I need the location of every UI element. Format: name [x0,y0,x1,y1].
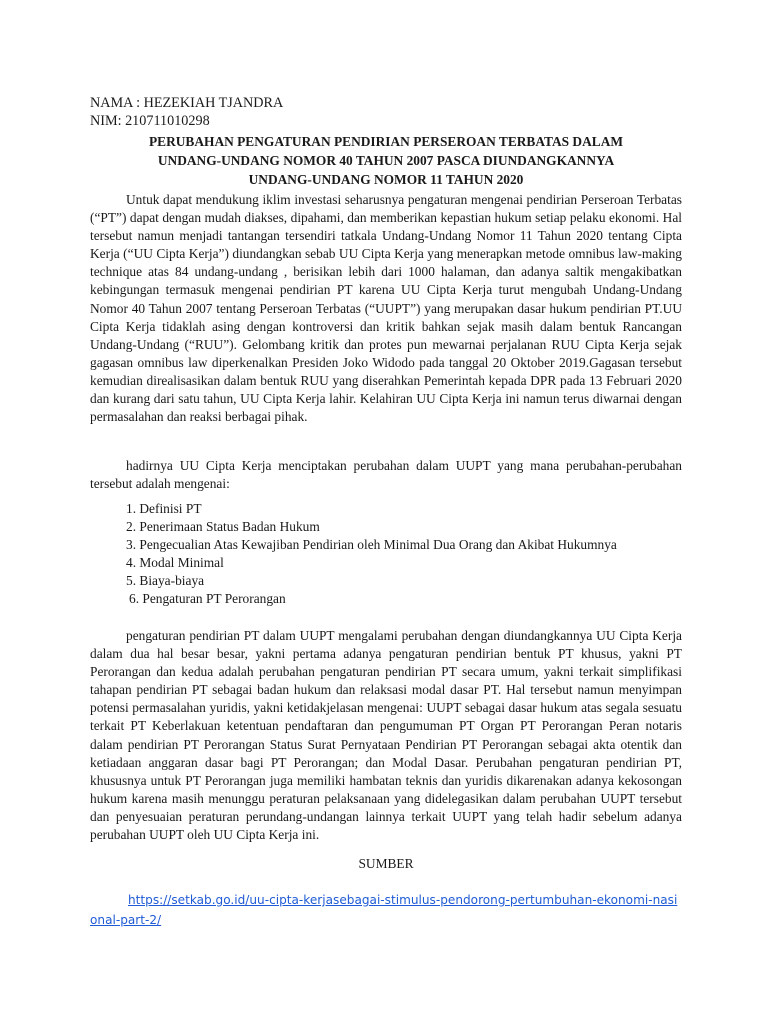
title-line-2: UNDANG-UNDANG NOMOR 40 TAHUN 2007 PASCA DIUNDANGKANNYA [157,153,615,168]
sources-heading: SUMBER [358,856,414,871]
document-title [90,132,682,189]
list-item: 3. Pengecualian Atas Kewajiban Pendirian oleh Minimal Dua Orang dan Akibat Hukumnya [126,537,617,553]
list-item: 1. Definisi PT [126,501,202,516]
paragraph-analysis: pengaturan pendirian PT dalam UUPT mengalami perubahan dengan diundangkannya UU Cipta Kerja dalam dua hal besar besar, yakni pertama adanya pengaturan pendirian bentuk PT khusus, yakni PT Perorangan dan kedua adalah perubahan pengaturan pendirian PT secara umum, yakni terkait simplifikasi tahapan pendirian PT sebagai badan hukum dan relaksasi modal dasar PT. Hal tersebut namun menyimpan potensi permasalahan yuridis, yakni ketidakjelasan mengenai: UUPT sebagai dasar hukum atas segala sesuatu terkait PT Keberlakuan ketentuan pendaftaran dan pengumuman PT Organ PT Perorangan Peran notaris dalam pendirian PT Perorangan Status Surat Pernyataan Pendirian PT Perorangan sebagai akta otentik dan ketiadaan anggaran dasar bagi PT Perorangan; dan Modal Dasar. Perubahan pengaturan pendirian PT, khususnya untuk PT Perorangan juga memiliki hambatan teknis dan yuridis dikarenakan adanya kekosongan hukum karena masih menunggu peraturan pelaksanaan yang didelegasikan dalam perubahan UUPT tersebut dan penyesuaian peraturan perundang-undangan lainnya terkait UUPT yang telah hadir sebelum adanya perubahan UUPT oleh UU Cipta Kerja ini. [90,628,682,843]
student-id: NIM: 210711010298 [90,113,210,129]
title-line-1: PERUBAHAN PENGATURAN PENDIRIAN PERSEROAN TERBATAS DALAM [148,134,624,149]
paragraph-changes: hadirnya UU Cipta Kerja menciptakan perubahan dalam UUPT yang mana perubahan-perubahan tersebut adalah mengenai: [90,458,682,492]
list-item: 4. Modal Minimal [126,555,224,571]
list-item: 5. Biaya-biaya [126,573,205,589]
changes-list [126,500,617,609]
paragraph-intro: Untuk dapat mendukung iklim investasi seharusnya pengaturan mengenai pendirian Perseroan Terbatas (“PT”) dapat dengan mudah diakses, dipahami, dan memberikan kepastian hukum setiap pelaku ekonomi. Hal tersebut namun menjadi tantangan tersendiri tatkala Undang-Undang Nomor 11 Tahun 2020 tentang Cipta Kerja (“UU Cipta Kerja”) diundangkan sebab UU Cipta Kerja yang menerapkan metode omnibus law-making technique atas 84 undang-undang , berisikan lebih dari 1000 halaman, dan adanya saltik mengakibatkan kebingungan termasuk mengenai pendirian PT karena UU Cipta Kerja turut mengubah Undang-Undang Nomor 40 Tahun 2007 tentang Perseroan Terbatas (“UUPT”) yang merupakan dasar hukum pendirian PT.UU Cipta Kerja tidaklah asing dengan kontroversi dan kritik bahkan sejak masih dalam bentuk Rancangan Undang-Undang (“RUU”). Gelombang kritik dan protes pun mewarnai perjalanan RUU Cipta Kerja sejak gagasan omnibus law diperkenalkan Presiden Joko Widodo pada tanggal 20 Oktober 2019.Gagasan tersebut kemudian direalisasikan dalam bentuk RUU yang diserahkan Pemerintah kepada DPR pada 13 Februari 2020 dan kurang dari satu tahun, UU Cipta Kerja lahir. Kelahiran UU Cipta Kerja ini namun terus diwarnai dengan permasalahan dan reaksi berbagai pihak. [90,192,682,425]
list-item: 2. Penerimaan Status Badan Hukum [126,519,320,535]
author-name: NAMA : HEZEKIAH TJANDRA [90,95,284,111]
source-link[interactable]: https://setkab.go.id/uu-cipta-kerjasebagai-stimulus-pendorong-pertumbuhan-ekonomi-nasional-part-2/ [90,893,678,927]
title-line-3: UNDANG-UNDANG NOMOR 11 TAHUN 2020 [248,172,524,187]
list-item: 6. Pengaturan PT Perorangan [129,591,286,607]
